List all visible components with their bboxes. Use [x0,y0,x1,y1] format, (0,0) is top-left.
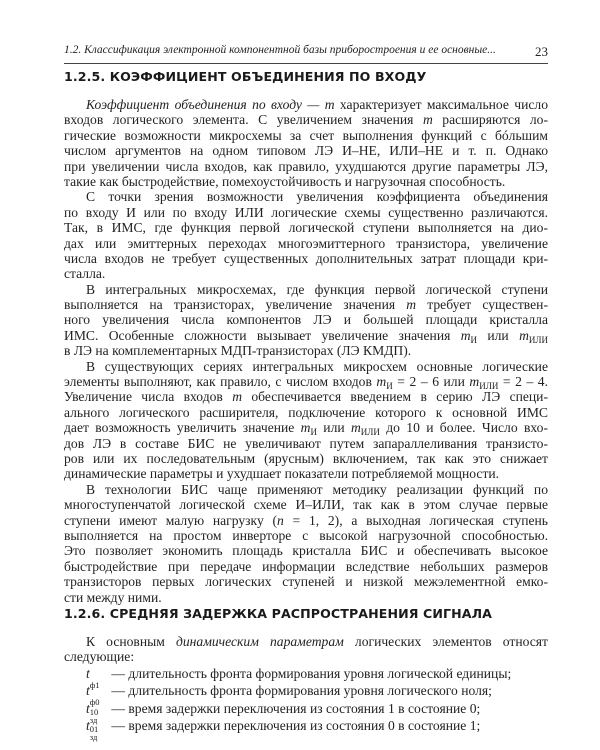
text-run: = 1, 2), а выходная логическая ступень [283,512,548,528]
parameter-description: — время задержки переключения из состояния 1 в состояние 0; [108,700,481,716]
text-line [64,574,548,589]
text-line [64,634,548,649]
text-run: = 2 – 4. [498,374,548,390]
text-run: быстродействие при передаче информации вследствие небольших размеров [64,558,548,574]
text-run: дах или эмиттерных переходах многоэмиттерного транзистора, увеличение [64,235,548,251]
section-1-2-5-body [64,97,548,605]
text-line [64,266,548,281]
section-1-2-6-body [64,634,548,743]
text-run: В интегральных микросхемах, где функция первой логической ступени [86,281,548,297]
text-line [64,590,548,605]
superscript: 10 [89,706,99,717]
text-line [64,143,548,158]
italic-text: m [350,420,361,436]
text-run: или [316,420,351,436]
italic-text: m [469,374,480,390]
subscript: ИЛИ [528,334,548,345]
text-line [64,359,548,374]
text-run: числа входов не требует существенных дополнительных затрат площади кри- [64,250,548,266]
text-line [64,97,548,112]
text-line [64,189,548,204]
text-line [64,420,548,438]
subscript: И [470,334,478,345]
text-run: ступени имеют малую нагрузку ( [64,512,278,528]
paragraph [64,282,548,359]
parameter-description: — время задержки переключения из состояния 0 в состояние 1; [108,718,481,734]
italic-text: m [406,297,417,313]
paragraph [64,189,548,281]
text-line [64,343,548,358]
text-run: ального логического расширителя, подключение которого к основной ИМС [64,404,548,420]
symbol-letter: t [86,700,90,716]
text-run: или [477,327,520,343]
running-head [64,44,548,64]
italic-text: Коэффициент объединения по входу — [86,97,325,112]
symbol-letter: t [86,665,90,681]
text-run: по входу И или по входу ИЛИ логические схемы существенно различаются. [64,204,548,220]
text-run: выполняется на транзисторах, увеличение значения [64,297,407,313]
text-run: транзисторов первых логических ступеней и низкой межэлементной емко- [64,574,548,590]
text-run: ного увеличения числа компонентов ЛЭ и большей площади кристалла [64,312,548,328]
text-line [64,205,548,220]
text-line [64,513,548,528]
text-line [64,312,548,327]
text-line [64,405,548,420]
text-run: дов ЛЭ в составе БИС не увеличивают путем запараллеливания транзисто- [64,435,548,451]
parameter-description: — длительность фронта формирования уровня логической единицы; [108,665,512,681]
text-line [64,236,548,251]
paragraph [64,359,548,482]
text-line [64,128,548,143]
intro-paragraph [64,634,548,665]
parameter-item [64,665,548,690]
text-run: сталла. [64,266,106,282]
text-run: дает возможность увеличить значение [64,420,301,436]
parameter-description: — длительность фронта формирования уровня логического ноля; [108,683,492,699]
text-line [64,497,548,512]
symbol-letter: t [86,683,90,699]
text-line [64,174,548,189]
page-number: 23 [535,44,548,59]
symbol-indices [90,725,99,741]
italic-text: m [324,97,335,112]
text-run: такие как быстродействие, помехоустойчивость и нагрузочная способность. [64,173,506,189]
text-run: В существующих сериях интегральных микросхем основные логические [86,358,548,374]
paragraph [64,97,548,189]
text-run: С точки зрения возможности увеличения коэффициента объединения [86,189,548,205]
subscript: И [310,427,317,438]
text-run: сти между ними. [64,589,162,605]
section-heading-1-2-6: 1.2.6. СРЕДНЯЯ ЗАДЕРЖКА РАСПРОСТРАНЕНИЯ СИГНАЛА [64,606,493,621]
text-line [64,159,548,174]
text-run: К основным [86,634,176,649]
text-run: характеризует максимальное число [334,97,548,112]
text-run: гические возможности микросхемы за счет выполнения функций с бóльшим [64,127,548,143]
italic-text: m [300,420,311,436]
running-head-title: 1.2. Классификация электронной компонентной базы приборостроения и ее основные... [64,44,496,56]
subscript: ф1 [89,679,100,690]
parameter-item [64,714,548,743]
italic-text: m [422,112,433,128]
text-line [64,543,548,558]
text-line [64,649,548,664]
text-line [64,374,548,392]
section-heading-1-2-5: 1.2.5. КОЭФФИЦИЕНТ ОБЪЕДИНЕНИЯ ПО ВХОДУ [64,69,427,84]
text-run: до 10 и более. Число вхо- [379,420,548,436]
text-run: расширяются ло- [432,112,548,128]
text-line [64,220,548,235]
text-line [64,436,548,451]
text-run: выполняется на простом инверторе с высокой нагрузочной способностью. [64,527,548,543]
text-run: требует существен- [416,297,548,313]
text-line [64,282,548,297]
parameter-item [64,697,548,725]
text-line [64,482,548,497]
subscript: зд [89,714,98,725]
italic-text: m [519,327,529,343]
text-run: в ЛЭ на комплементарных МДП-транзисторах (ЛЭ КМДП). [64,343,412,359]
italic-text: m [232,389,243,405]
text-line [64,466,548,481]
subscript: зд [89,732,98,743]
text-run: Увеличение числа входов [64,389,233,405]
text-line [64,559,548,574]
paragraph [64,482,548,605]
italic-text: m [460,327,471,343]
text-line [64,251,548,266]
subscript: И [386,381,393,392]
text-run: В технологии БИС чаще применяют методику реализации функций по [86,481,548,497]
text-run: следующие: [64,649,135,665]
italic-text: n [277,512,284,528]
text-run: ИМС. Особенные сложности вызывает увеличение значения [64,327,461,343]
text-line [64,112,548,127]
parameter-symbol [86,714,108,743]
text-line [64,451,548,466]
text-line [64,297,548,312]
symbol-letter: t [86,718,90,734]
text-run: элементы выполняют, как правило, с числом входов [64,374,377,390]
text-run: числом аргументов на одном типовом ЛЭ И–НЕ, ИЛИ–НЕ и т. п. Однако [64,143,548,159]
text-run: обеспечивается введением в серию ЛЭ специ- [242,389,548,405]
superscript: 01 [89,724,99,735]
text-run: динамические параметры и ухудшает показатели потребляемой мощности. [64,466,500,482]
text-run: логических элементов относят [343,634,548,649]
subscript: ф0 [89,697,100,708]
text-run: = 2 – 6 или [392,374,470,390]
text-run: входов логического элемента. С увеличением значения [64,112,423,128]
italic-text: m [376,374,387,390]
text-run: Так, в ИМС, где функция первой логической ступени выполняется на дио- [64,220,548,236]
text-run: Это позволяет экономить площадь кристалла БИС и обеспечивать высокое [64,543,548,559]
text-line [64,528,548,543]
text-run: ров или их последовательным (ярусным) включением, так как это снижает [64,450,548,466]
text-run: многоступенчатой логической схеме И–ИЛИ, так как в этом случае первые [64,497,548,513]
italic-text: динамическим параметрам [175,634,344,649]
text-line [64,328,548,343]
text-line [64,389,548,404]
text-run: при увеличении числа входов, как правило, ухудшаются другие параметры ЛЭ, [64,158,548,174]
subscript: ИЛИ [479,381,499,392]
subscript: ИЛИ [360,427,380,438]
